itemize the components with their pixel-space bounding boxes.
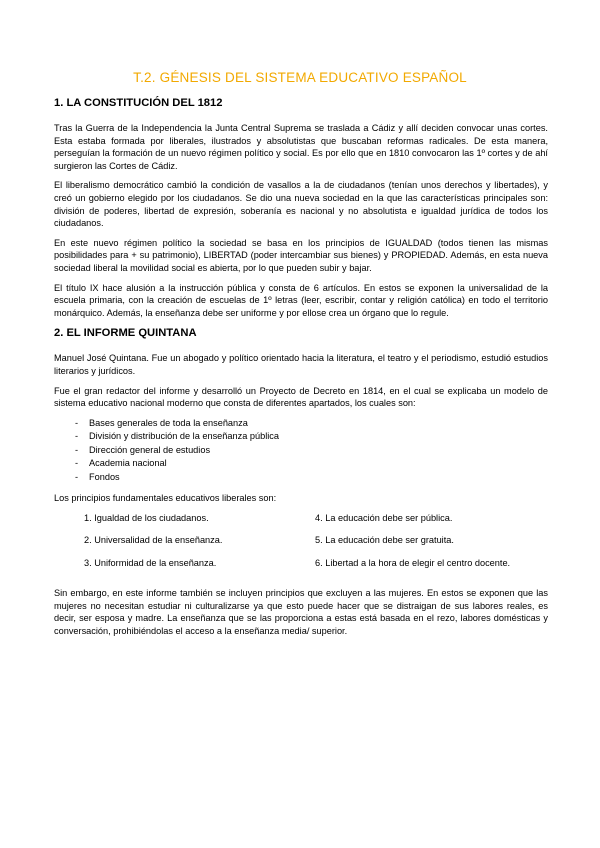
closing-paragraph: Sin embargo, en este informe también se incluyen principios que excluyen a las mujeres. En estos se exponen que las mujeres no necesitan estudiar ni culturalizarse ya que esto puede hacer que se distraigan de sus labores reales, es decir, ser esposa y madre. La enseñanza que se las proporciona a estas está basada en el rezo, labores domésticas y conversación, prohibiéndolas el acceso a la enseñanza media/ superior.	[54, 588, 548, 637]
principle-item: 4. La educación debe ser pública.	[315, 512, 453, 523]
list-item: - Dirección general de estudios	[75, 444, 211, 455]
page-title: T.2. GÉNESIS DEL SISTEMA EDUCATIVO ESPAÑOL	[133, 70, 467, 85]
list-item: - División y distribución de la enseñanza pública	[75, 431, 279, 442]
bases-list	[54, 417, 548, 485]
section-heading-quintana: 2. EL INFORME QUINTANA	[54, 327, 197, 340]
principle-item: 5. La educación debe ser gratuita.	[315, 535, 454, 546]
principle-item: 1. Igualdad de los ciudadanos.	[84, 512, 209, 523]
paragraph: En este nuevo régimen político la sociedad se basa en los principios de IGUALDAD (todos tienen las mismas posibilidades para + su patrimonio), LIBERTAD (poder intercambiar sus bienes) y PROPIEDAD. Además, en esta nueva sociedad liberal la movilidad social es abierta, por lo que pueden subir y bajar.	[54, 237, 548, 273]
principle-item: 2. Universalidad de la enseñanza.	[84, 535, 223, 546]
paragraph: El título IX hace alusión a la instrucción pública y consta de 6 artículos. En estos se exponen la universalidad de la escuela primaria, con la creación de escuelas de 1º letras (leer, escribir, contar y religión católica) en todo el territorio monárquico. Además, la enseñanza debe ser uniforme y por ellose crea un órgano que lo regule.	[54, 282, 548, 318]
principles-intro: Los principios fundamentales educativos liberales son:	[54, 493, 277, 504]
paragraph: Manuel José Quintana. Fue un abogado y político orientado hacia la literatura, el teatro y el periodismo, estudió estudios literarios y jurídicos.	[54, 353, 548, 376]
paragraph: Fue el gran redactor del informe y desarrolló un Proyecto de Decreto en 1814, en el cual se explicaba un modelo de sistema educativo nacional moderno que consta de diferentes apartados, los cuales son:	[54, 385, 548, 409]
principles-grid	[84, 512, 548, 570]
principle-item: 6. Libertad a la hora de elegir el centro docente.	[315, 557, 511, 568]
list-item: - Bases generales de toda la enseñanza	[75, 417, 248, 428]
list-item: - Academia nacional	[75, 458, 167, 469]
section-heading-constitucion: 1. LA CONSTITUCIÓN DEL 1812	[54, 97, 223, 109]
principle-item: 3. Uniformidad de la enseñanza.	[84, 557, 217, 568]
document-body	[54, 96, 548, 645]
paragraph: Tras la Guerra de la Independencia la Junta Central Suprema se traslada a Cádiz y allí deciden convocar unas cortes. Esta estaba formada por liberales, ilustrados y absolutistas que buscaban reformas radicales. De esta manera, perseguían la formación de un nuevo régimen político y social. Es por ello que en 1810 convocaron las 1º cortes y de ahí surgieron las Cortes de Cádiz.	[54, 123, 548, 171]
paragraph: El liberalismo democrático cambió la condición de vasallos a la de ciudadanos (tenían unos derechos y libertades), y creó un gobierno elegido por los ciudadanos. Se dio una nueva sociedad en la que las características principales son: división de poderes, libertad de expresión, soberanía es nacional y no absolutista e igualdad jurídica de todos los ciudadanos.	[54, 180, 548, 229]
list-item: - Fondos	[75, 471, 120, 482]
